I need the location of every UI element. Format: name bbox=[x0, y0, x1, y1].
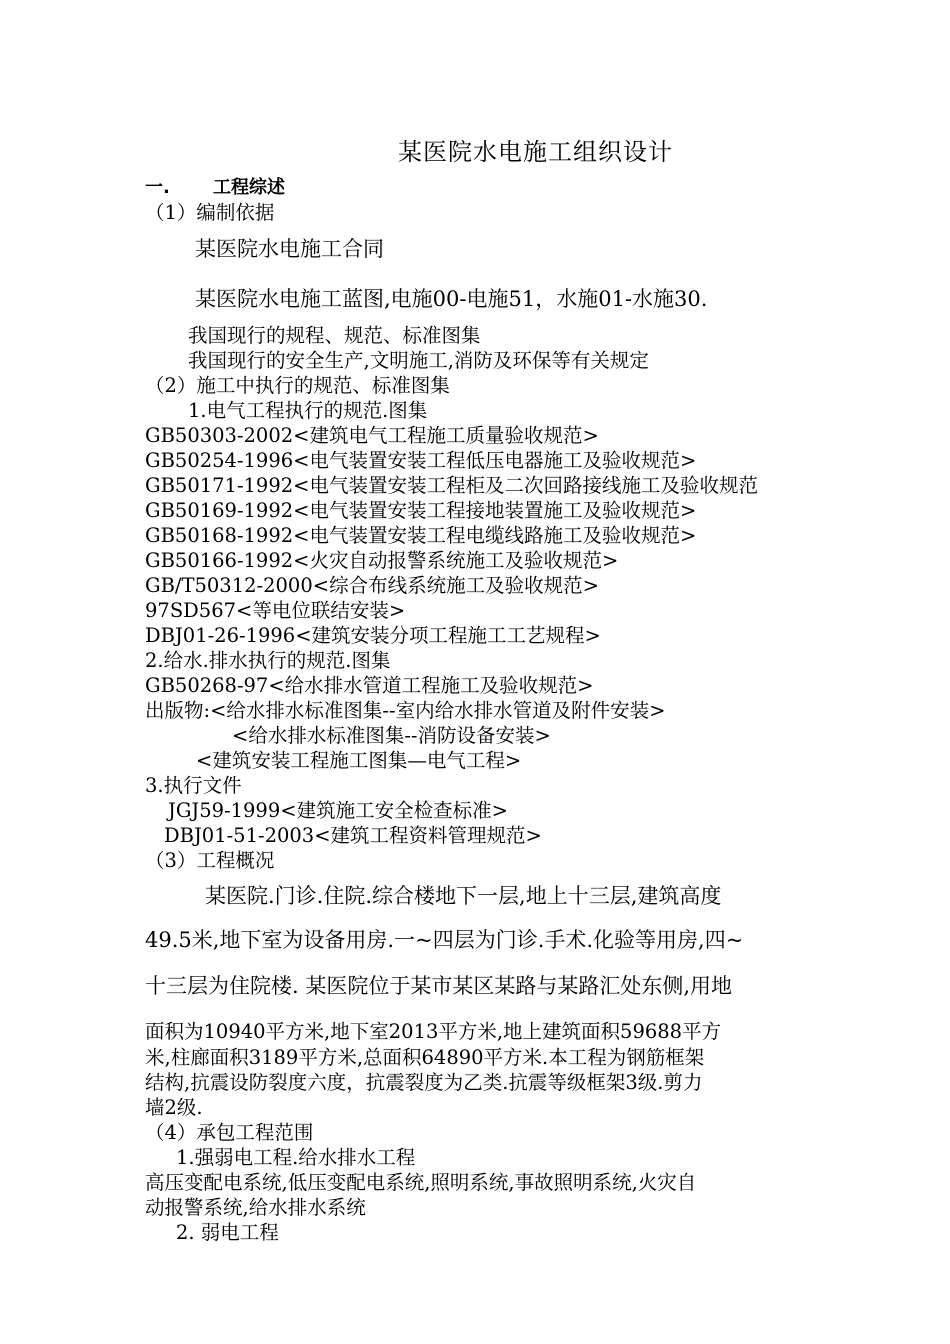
electrical-heading: 1.电气工程执行的规范.图集 bbox=[188, 399, 428, 422]
standard-line: 出版物:<给水排水标准图集--室内给水排水管道及附件安装> bbox=[145, 699, 666, 722]
standard-line: <给水排水标准图集--消防设备安装> bbox=[232, 724, 551, 747]
standard-line: GB50268-97<给水排水管道工程施工及验收规范> bbox=[145, 674, 594, 697]
basis-item: 某医院水电施工合同 bbox=[195, 237, 384, 261]
overview-heading: （3）工程概况 bbox=[145, 849, 275, 872]
standard-line: GB/T50312-2000<综合布线系统施工及验收规范> bbox=[145, 574, 599, 597]
standard-line: GB50254-1996<电气装置安装工程低压电器施工及验收规范> bbox=[145, 449, 697, 472]
overview-line: 墙2级. bbox=[145, 1096, 203, 1119]
exec-heading: 3.执行文件 bbox=[145, 774, 242, 797]
scope-item-heading: 1.强弱电工程.给水排水工程 bbox=[176, 1146, 416, 1169]
standard-line: DBJ01-26-1996<建筑安装分项工程施工工艺规程> bbox=[145, 624, 601, 647]
standard-line: GB50168-1992<电气装置安装工程电缆线路施工及验收规范> bbox=[145, 524, 697, 547]
scope-heading: （4）承包工程范围 bbox=[145, 1121, 314, 1144]
section-number: 一. bbox=[145, 177, 170, 198]
standard-line: GB50169-1992<电气装置安装工程接地装置施工及验收规范> bbox=[145, 499, 697, 522]
overview-line: 面积为10940平方米,地下室2013平方米,地上建筑面积59688平方 bbox=[145, 1020, 722, 1043]
basis-heading: （1）编制依据 bbox=[145, 201, 275, 224]
basis-item: 我国现行的安全生产,文明施工,消防及环保等有关规定 bbox=[188, 349, 649, 372]
scope-line: 高压变配电系统,低压变配电系统,照明系统,事故照明系统,火灾自 bbox=[145, 1171, 697, 1194]
overview-line: 十三层为住院楼. 某医院位于某市某区某路与某路汇处东侧,用地 bbox=[145, 974, 733, 998]
overview-line: 某医院.门诊.住院.综合楼地下一层,地上十三层,建筑高度 bbox=[205, 884, 722, 908]
standard-line: GB50303-2002<建筑电气工程施工质量验收规范> bbox=[145, 424, 599, 447]
standard-line: <建筑安装工程施工图集—电气工程> bbox=[196, 749, 522, 772]
basis-item: 我国现行的规程、规范、标准图集 bbox=[188, 324, 481, 347]
standard-line: GB50171-1992<电气装置安装工程柜及二次回路接线施工及验收规范 bbox=[145, 474, 758, 497]
standard-line: GB50166-1992<火灾自动报警系统施工及验收规范> bbox=[145, 549, 619, 572]
standard-line: JGJ59-1999<建筑施工安全检查标准> bbox=[168, 799, 508, 822]
scope-line: 动报警系统,给水排水系统 bbox=[145, 1196, 366, 1219]
document-title: 某医院水电施工组织设计 bbox=[398, 138, 673, 166]
overview-line: 49.5米,地下室为设备用房.一~四层为门诊.手术.化验等用房,四~ bbox=[145, 928, 744, 952]
scope-item-heading: 2. 弱电工程 bbox=[176, 1221, 279, 1244]
overview-line: 结构,抗震设防裂度六度，抗震裂度为乙类.抗震等级框架3级.剪力 bbox=[145, 1071, 703, 1094]
basis-item: 某医院水电施工蓝图,电施00-电施51，水施01-水施30. bbox=[195, 287, 708, 311]
section-heading: 工程综述 bbox=[213, 177, 285, 198]
standard-line: DBJ01-51-2003<建筑工程资料管理规范> bbox=[164, 824, 542, 847]
water-heading: 2.给水.排水执行的规范.图集 bbox=[145, 649, 391, 672]
standard-line: 97SD567<等电位联结安装> bbox=[145, 599, 406, 622]
overview-line: 米,柱廊面积3189平方米,总面积64890平方米.本工程为钢筋框架 bbox=[145, 1046, 705, 1069]
standards-heading: （2）施工中执行的规范、标准图集 bbox=[145, 374, 450, 397]
